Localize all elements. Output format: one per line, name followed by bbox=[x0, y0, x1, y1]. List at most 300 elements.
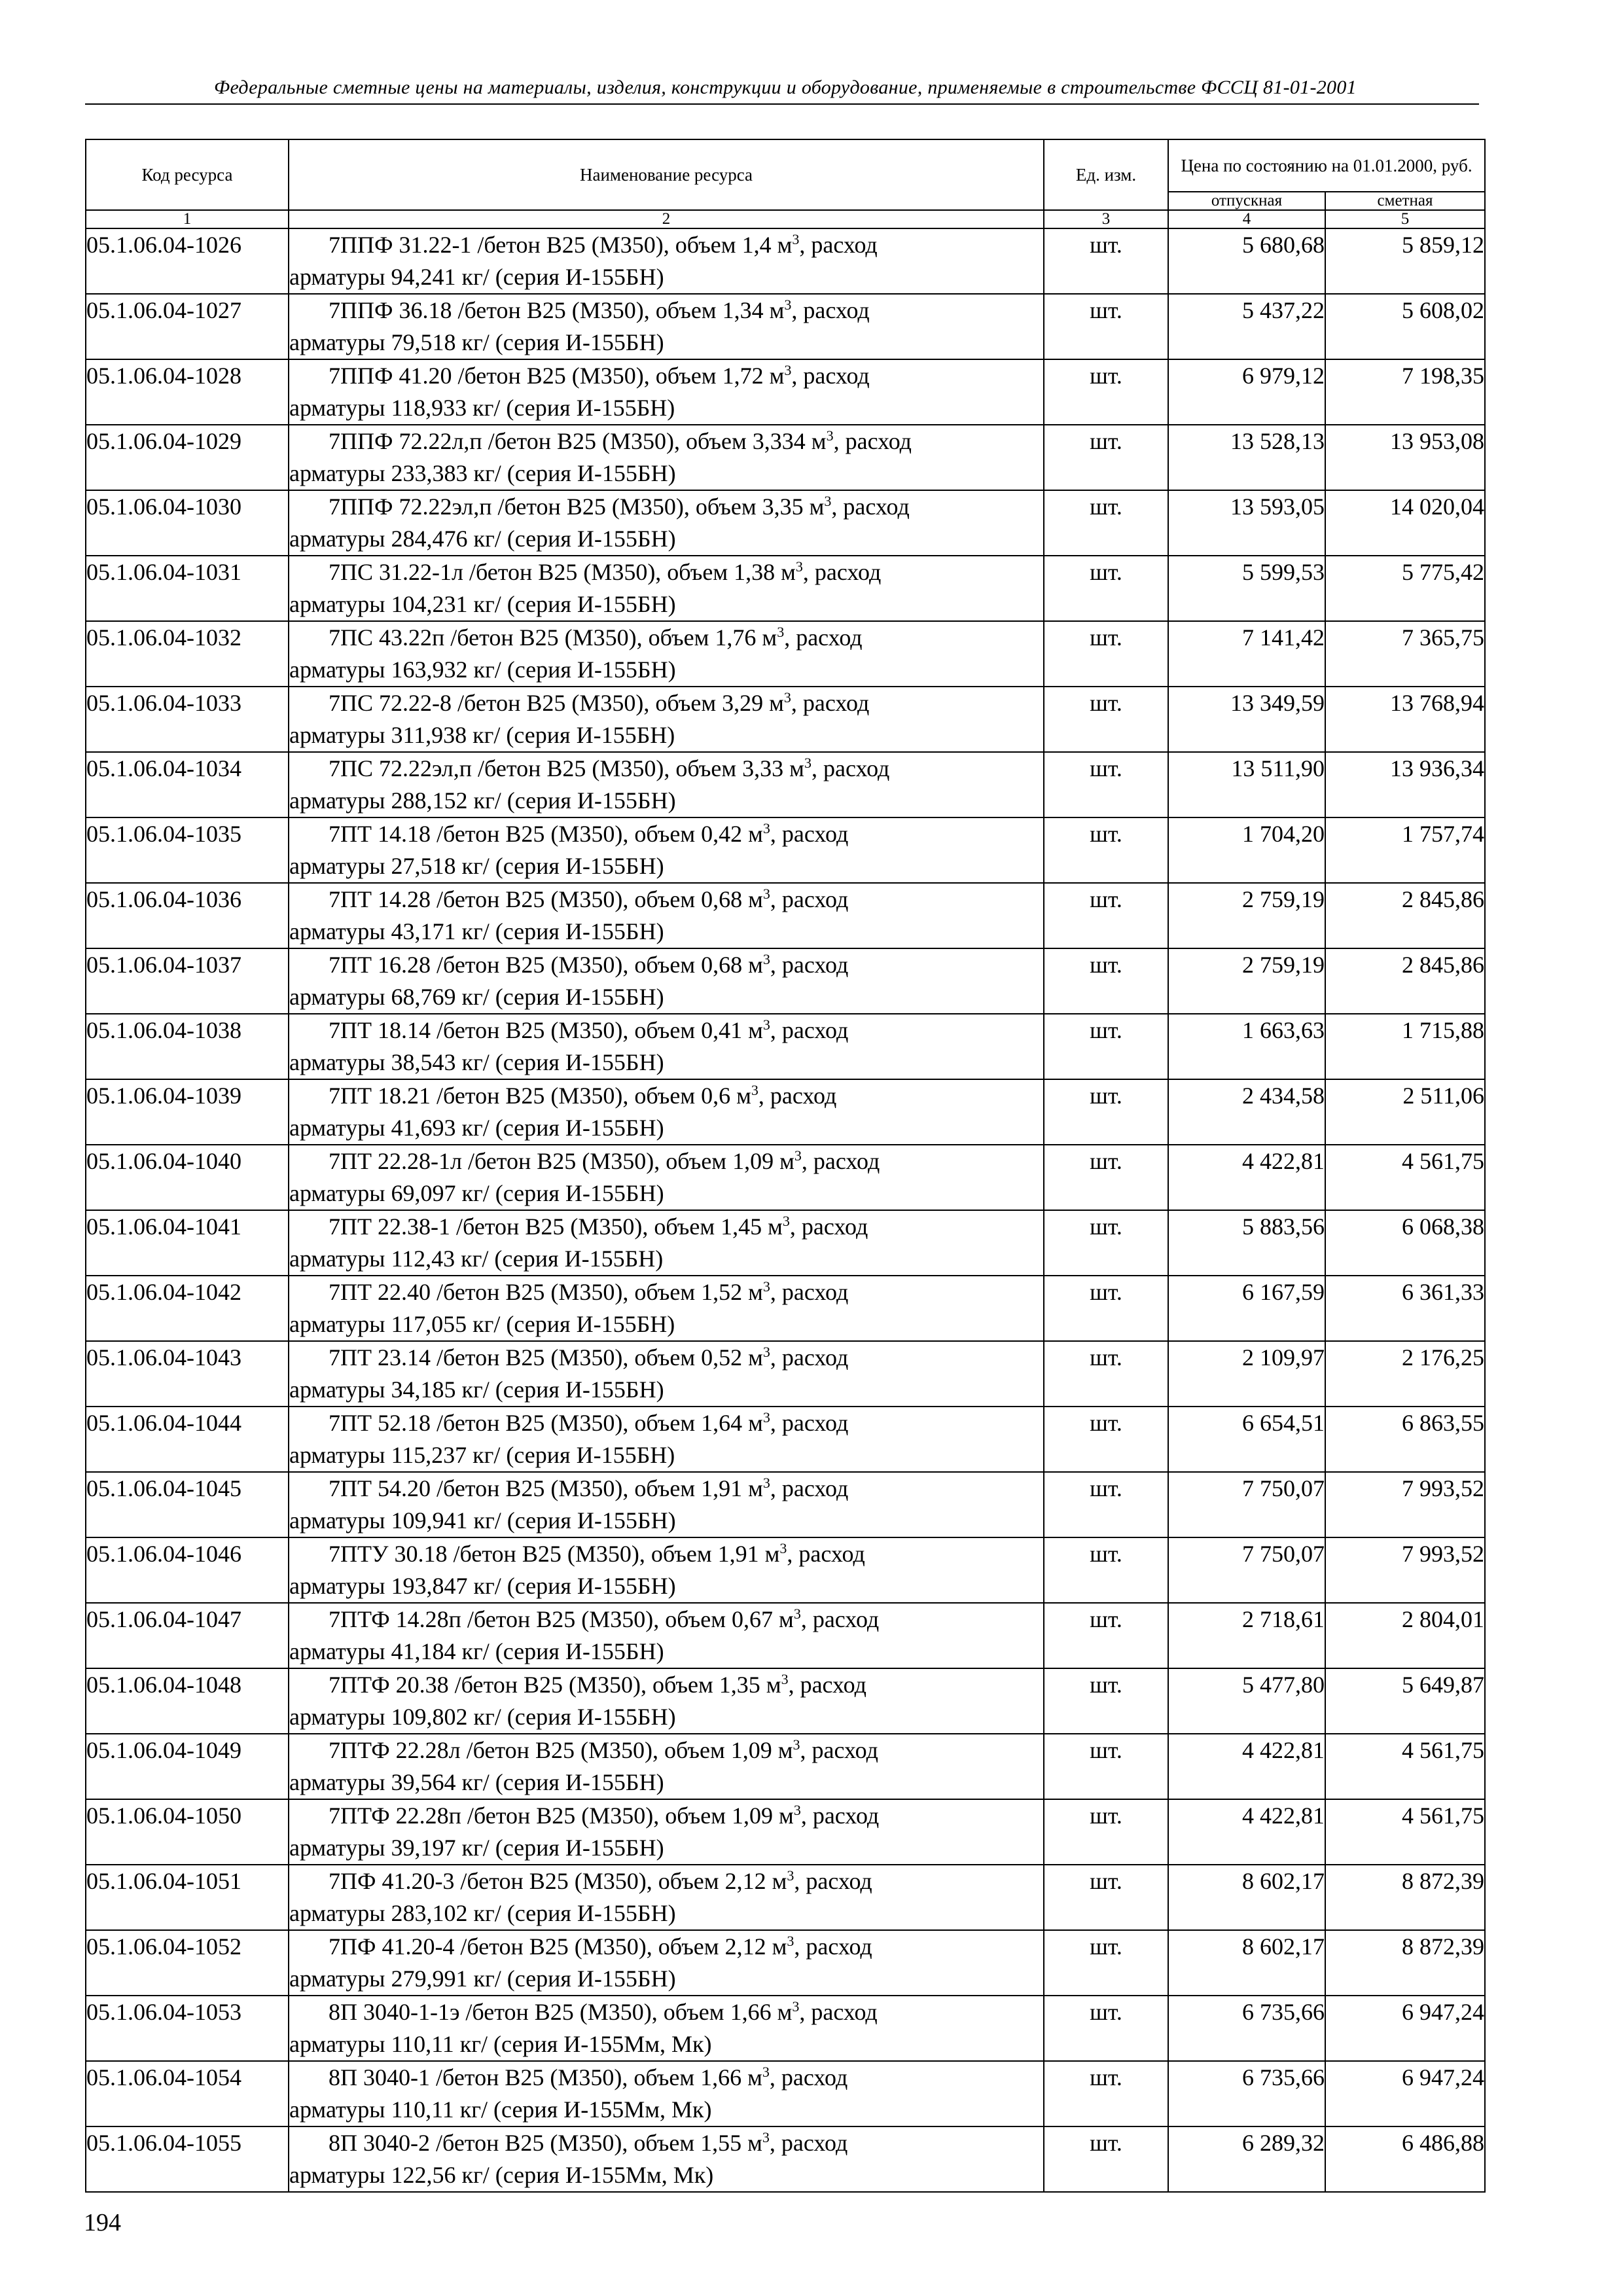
resource-name bbox=[289, 621, 1044, 687]
resource-code: 05.1.06.04-1038 bbox=[86, 1014, 289, 1079]
wholesale-price-cell: 6 289,32 bbox=[1168, 2126, 1325, 2192]
resource-name-line-2: арматуры 27,518 кг/ (серия И-155БН) bbox=[289, 853, 664, 879]
column-number: 1 bbox=[86, 210, 289, 228]
resource-name-text-end: , расход bbox=[784, 624, 863, 651]
wholesale-price-cell: 13 349,59 bbox=[1168, 687, 1325, 752]
resource-name-text: 7ПФ 41.20-3 /бетон B25 (М350), объем 2,12 м bbox=[329, 1868, 787, 1894]
resource-code: 05.1.06.04-1044 bbox=[86, 1407, 289, 1472]
resource-name-line-1 bbox=[289, 1473, 1043, 1505]
resource-name-line-2: арматуры 117,055 кг/ (серия И-155БН) bbox=[289, 1311, 675, 1337]
wholesale-price-cell: 8 602,17 bbox=[1168, 1930, 1325, 1996]
unit-cell: шт. bbox=[1044, 1865, 1168, 1930]
resource-name bbox=[289, 1865, 1044, 1930]
resource-name-text: 7ПТУ 30.18 /бетон B25 (М350), объем 1,91 м bbox=[329, 1541, 780, 1567]
resource-name-text-end: , расход bbox=[770, 1410, 849, 1436]
resource-name-text-end: , расход bbox=[802, 559, 882, 585]
resource-name-line-2: арматуры 34,185 кг/ (серия И-155БН) bbox=[289, 1376, 664, 1403]
unit-cell: шт. bbox=[1044, 294, 1168, 359]
resource-name-text: 7ПТФ 20.38 /бетон B25 (М350), объем 1,35 м bbox=[329, 1672, 781, 1698]
table-row bbox=[86, 1210, 1485, 1276]
wholesale-price-cell: 4 422,81 bbox=[1168, 1799, 1325, 1865]
unit-cell: шт. bbox=[1044, 1799, 1168, 1865]
resource-name-line-2: арматуры 38,543 кг/ (серия И-155БН) bbox=[289, 1049, 664, 1075]
estimate-price-cell: 7 198,35 bbox=[1325, 359, 1485, 425]
estimate-price-cell: 6 947,24 bbox=[1325, 2061, 1485, 2126]
resource-name-line-2: арматуры 122,56 кг/ (серия И-155Мм, Мк) bbox=[289, 2162, 714, 2188]
column-header-code: Код ресурса bbox=[86, 139, 289, 210]
resource-name-text: 7ППФ 72.22л,п /бетон B25 (М350), объем 3,334 м bbox=[329, 428, 827, 454]
estimate-price-cell: 5 649,87 bbox=[1325, 1668, 1485, 1734]
resource-name-text: 7ПС 31.22-1л /бетон B25 (М350), объем 1,38 м bbox=[329, 559, 796, 585]
resource-code: 05.1.06.04-1037 bbox=[86, 948, 289, 1014]
table-row bbox=[86, 294, 1485, 359]
resource-name bbox=[289, 883, 1044, 948]
resource-name-text: 7ПС 72.22эл,п /бетон B25 (М350), объем 3,33 м bbox=[329, 755, 804, 781]
unit-cell: шт. bbox=[1044, 883, 1168, 948]
table-header bbox=[86, 139, 1485, 228]
resource-name-line-1 bbox=[289, 1276, 1043, 1308]
table-row bbox=[86, 1407, 1485, 1472]
cubic-superscript: 3 bbox=[795, 558, 803, 575]
resource-name bbox=[289, 294, 1044, 359]
cubic-superscript: 3 bbox=[793, 1736, 800, 1753]
resource-code: 05.1.06.04-1029 bbox=[86, 425, 289, 490]
wholesale-price-cell: 5 599,53 bbox=[1168, 556, 1325, 621]
header-rule bbox=[85, 103, 1479, 105]
resource-name-line-1 bbox=[289, 2062, 1043, 2094]
wholesale-price-cell: 13 511,90 bbox=[1168, 752, 1325, 817]
resource-code: 05.1.06.04-1052 bbox=[86, 1930, 289, 1996]
resource-name-line-1 bbox=[289, 622, 1043, 654]
cubic-superscript: 3 bbox=[826, 427, 834, 444]
resource-name-line-1 bbox=[289, 1865, 1043, 1897]
resource-name-text: 7ППФ 72.22эл,п /бетон B25 (М350), объем 3,35 м bbox=[329, 493, 825, 520]
resource-name-line-2: арматуры 193,847 кг/ (серия И-155БН) bbox=[289, 1573, 676, 1599]
cubic-superscript: 3 bbox=[779, 1540, 787, 1556]
wholesale-price-cell: 2 759,19 bbox=[1168, 948, 1325, 1014]
resource-name-text: 7ПС 43.22п /бетон B25 (М350), объем 1,76 м bbox=[329, 624, 777, 651]
estimate-price-cell: 6 863,55 bbox=[1325, 1407, 1485, 1472]
resource-code: 05.1.06.04-1045 bbox=[86, 1472, 289, 1537]
resource-name-text: 7ПТ 18.14 /бетон B25 (М350), объем 0,41 м bbox=[329, 1017, 763, 1043]
resource-code: 05.1.06.04-1054 bbox=[86, 2061, 289, 2126]
resource-name-text: 8П 3040-1 /бетон B25 (М350), объем 1,66 м bbox=[329, 2064, 762, 2090]
estimate-price-cell: 4 561,75 bbox=[1325, 1145, 1485, 1210]
resource-name-line-2: арматуры 233,383 кг/ (серия И-155БН) bbox=[289, 460, 676, 486]
resource-name bbox=[289, 556, 1044, 621]
table-row bbox=[86, 1472, 1485, 1537]
estimate-price-cell: 1 757,74 bbox=[1325, 817, 1485, 883]
unit-cell: шт. bbox=[1044, 817, 1168, 883]
wholesale-price-cell: 5 883,56 bbox=[1168, 1210, 1325, 1276]
resource-name-line-1 bbox=[289, 360, 1043, 392]
wholesale-price-cell: 2 434,58 bbox=[1168, 1079, 1325, 1145]
table-row bbox=[86, 1079, 1485, 1145]
table-row bbox=[86, 425, 1485, 490]
resource-name-line-2: арматуры 79,518 кг/ (серия И-155БН) bbox=[289, 329, 664, 355]
resource-name-line-1 bbox=[289, 229, 1043, 261]
resource-name-line-2: арматуры 288,152 кг/ (серия И-155БН) bbox=[289, 787, 676, 814]
wholesale-price-cell: 6 735,66 bbox=[1168, 2061, 1325, 2126]
wholesale-price-cell: 2 759,19 bbox=[1168, 883, 1325, 948]
unit-cell: шт. bbox=[1044, 1537, 1168, 1603]
resource-name-text: 7ПТ 54.20 /бетон B25 (М350), объем 1,91 м bbox=[329, 1475, 763, 1501]
column-number: 5 bbox=[1325, 210, 1485, 228]
unit-cell: шт. bbox=[1044, 490, 1168, 556]
resource-code: 05.1.06.04-1047 bbox=[86, 1603, 289, 1668]
resource-name-line-1 bbox=[289, 1604, 1043, 1636]
estimate-price-cell: 5 859,12 bbox=[1325, 228, 1485, 294]
unit-cell: шт. bbox=[1044, 228, 1168, 294]
resource-name-text-end: , расход bbox=[799, 1999, 878, 2025]
cubic-superscript: 3 bbox=[793, 1802, 801, 1818]
resource-name-line-1 bbox=[289, 884, 1043, 916]
unit-cell: шт. bbox=[1044, 1341, 1168, 1407]
unit-cell: шт. bbox=[1044, 948, 1168, 1014]
resource-name-text-end: , расход bbox=[787, 1541, 865, 1567]
resource-name-text-end: , расход bbox=[788, 1672, 866, 1698]
resource-name bbox=[289, 752, 1044, 817]
resource-name-line-1 bbox=[289, 1407, 1043, 1439]
cubic-superscript: 3 bbox=[762, 2064, 770, 2080]
unit-cell: шт. bbox=[1044, 621, 1168, 687]
resource-name-line-1 bbox=[289, 491, 1043, 523]
table-row bbox=[86, 1276, 1485, 1341]
table-row bbox=[86, 1930, 1485, 1996]
resource-name-text-end: , расход bbox=[794, 1933, 872, 1960]
cubic-superscript: 3 bbox=[783, 689, 791, 706]
resource-name-line-1 bbox=[289, 949, 1043, 981]
resource-name bbox=[289, 359, 1044, 425]
resource-name-line-2: арматуры 104,231 кг/ (серия И-155БН) bbox=[289, 591, 676, 617]
cubic-superscript: 3 bbox=[824, 493, 832, 509]
unit-cell: шт. bbox=[1044, 1210, 1168, 1276]
resource-code: 05.1.06.04-1042 bbox=[86, 1276, 289, 1341]
resource-name-line-1 bbox=[289, 1080, 1043, 1112]
resource-name-text: 7ПТ 23.14 /бетон B25 (М350), объем 0,52 м bbox=[329, 1344, 763, 1371]
unit-cell: шт. bbox=[1044, 2061, 1168, 2126]
resource-name-line-2: арматуры 94,241 кг/ (серия И-155БН) bbox=[289, 264, 664, 290]
resource-name-line-1 bbox=[289, 1342, 1043, 1374]
cubic-superscript: 3 bbox=[781, 1671, 789, 1687]
resource-code: 05.1.06.04-1046 bbox=[86, 1537, 289, 1603]
resource-name bbox=[289, 1210, 1044, 1276]
column-header-name: Наименование ресурса bbox=[289, 139, 1044, 210]
cubic-superscript: 3 bbox=[787, 1867, 794, 1884]
resource-name-line-2: арматуры 110,11 кг/ (серия И-155Мм, Мк) bbox=[289, 2031, 712, 2057]
resource-code: 05.1.06.04-1049 bbox=[86, 1734, 289, 1799]
resource-name-line-1 bbox=[289, 556, 1043, 588]
cubic-superscript: 3 bbox=[792, 1998, 800, 2015]
estimate-price-cell: 7 365,75 bbox=[1325, 621, 1485, 687]
resource-name bbox=[289, 948, 1044, 1014]
resource-code: 05.1.06.04-1050 bbox=[86, 1799, 289, 1865]
resource-code: 05.1.06.04-1031 bbox=[86, 556, 289, 621]
cubic-superscript: 3 bbox=[762, 1278, 770, 1295]
wholesale-price-cell: 4 422,81 bbox=[1168, 1145, 1325, 1210]
resource-name-line-1 bbox=[289, 1734, 1043, 1767]
estimate-price-cell: 2 845,86 bbox=[1325, 883, 1485, 948]
unit-cell: шт. bbox=[1044, 1930, 1168, 1996]
resource-name-line-1 bbox=[289, 1014, 1043, 1047]
resource-name bbox=[289, 1276, 1044, 1341]
estimate-price-cell: 13 953,08 bbox=[1325, 425, 1485, 490]
unit-cell: шт. bbox=[1044, 752, 1168, 817]
resource-code: 05.1.06.04-1055 bbox=[86, 2126, 289, 2192]
resource-name-text: 7ПТ 22.40 /бетон B25 (М350), объем 1,52 м bbox=[329, 1279, 763, 1305]
column-number: 4 bbox=[1168, 210, 1325, 228]
resource-name-line-1 bbox=[289, 1145, 1043, 1177]
table-row bbox=[86, 817, 1485, 883]
table-row bbox=[86, 948, 1485, 1014]
resource-name-line-2: арматуры 109,802 кг/ (серия И-155БН) bbox=[289, 1704, 676, 1730]
resource-name-text-end: , расход bbox=[770, 886, 849, 912]
cubic-superscript: 3 bbox=[762, 2129, 770, 2145]
wholesale-price-cell: 6 735,66 bbox=[1168, 1996, 1325, 2061]
resource-name-text-end: , расход bbox=[769, 2064, 848, 2090]
unit-cell: шт. bbox=[1044, 1276, 1168, 1341]
wholesale-price-cell: 8 602,17 bbox=[1168, 1865, 1325, 1930]
page-header-title: Федеральные сметные цены на материалы, изделия, конструкции и оборудование, применяемые в строительстве ФССЦ 81-01-2001 bbox=[214, 77, 1357, 98]
unit-cell: шт. bbox=[1044, 1472, 1168, 1537]
resource-code: 05.1.06.04-1035 bbox=[86, 817, 289, 883]
resource-name-line-2: арматуры 43,171 кг/ (серия И-155БН) bbox=[289, 918, 664, 944]
resource-name-line-2: арматуры 284,476 кг/ (серия И-155БН) bbox=[289, 526, 676, 552]
wholesale-price-cell: 1 663,63 bbox=[1168, 1014, 1325, 1079]
resource-name bbox=[289, 1079, 1044, 1145]
cubic-superscript: 3 bbox=[762, 1475, 770, 1491]
resource-name-text: 7ПТ 16.28 /бетон B25 (М350), объем 0,68 м bbox=[329, 952, 763, 978]
wholesale-price-cell: 4 422,81 bbox=[1168, 1734, 1325, 1799]
unit-cell: шт. bbox=[1044, 1734, 1168, 1799]
resource-name-text: 7ПТ 18.21 /бетон B25 (М350), объем 0,6 м bbox=[329, 1083, 751, 1109]
resource-name-line-1 bbox=[289, 2127, 1043, 2159]
unit-cell: шт. bbox=[1044, 2126, 1168, 2192]
wholesale-price-cell: 5 477,80 bbox=[1168, 1668, 1325, 1734]
resource-name-line-1 bbox=[289, 818, 1043, 850]
resource-name-line-2: арматуры 118,933 кг/ (серия И-155БН) bbox=[289, 395, 675, 421]
wholesale-price-cell: 6 167,59 bbox=[1168, 1276, 1325, 1341]
resource-name-line-1 bbox=[289, 1211, 1043, 1243]
resource-name-text: 7ПТ 22.28-1л /бетон B25 (М350), объем 1,09 м bbox=[329, 1148, 794, 1174]
resource-name-text-end: , расход bbox=[833, 428, 912, 454]
wholesale-price-cell: 7 141,42 bbox=[1168, 621, 1325, 687]
resource-name-text-end: , расход bbox=[800, 1737, 878, 1763]
table-row bbox=[86, 752, 1485, 817]
cubic-superscript: 3 bbox=[782, 1213, 790, 1229]
resource-name bbox=[289, 1799, 1044, 1865]
estimate-price-cell: 4 561,75 bbox=[1325, 1734, 1485, 1799]
resource-code: 05.1.06.04-1036 bbox=[86, 883, 289, 948]
estimate-price-cell: 13 768,94 bbox=[1325, 687, 1485, 752]
resource-name bbox=[289, 1145, 1044, 1210]
resource-name bbox=[289, 228, 1044, 294]
resource-name-text-end: , расход bbox=[770, 1344, 849, 1371]
wholesale-price-cell: 6 979,12 bbox=[1168, 359, 1325, 425]
resource-name-text: 7ПФ 41.20-4 /бетон B25 (М350), объем 2,12 м bbox=[329, 1933, 787, 1960]
resource-name-line-1 bbox=[289, 295, 1043, 327]
resource-name-text: 7ПТФ 22.28п /бетон B25 (М350), объем 1,09 м bbox=[329, 1803, 794, 1829]
table-row bbox=[86, 2126, 1485, 2192]
table-row bbox=[86, 1603, 1485, 1668]
table-row bbox=[86, 621, 1485, 687]
resource-name-line-2: арматуры 163,932 кг/ (серия И-155БН) bbox=[289, 656, 676, 683]
estimate-price-cell: 8 872,39 bbox=[1325, 1865, 1485, 1930]
cubic-superscript: 3 bbox=[793, 1605, 801, 1622]
resource-name-line-2: арматуры 39,197 кг/ (серия И-155БН) bbox=[289, 1835, 664, 1861]
estimate-price-cell: 6 068,38 bbox=[1325, 1210, 1485, 1276]
unit-cell: шт. bbox=[1044, 1079, 1168, 1145]
estimate-price-cell: 8 872,39 bbox=[1325, 1930, 1485, 1996]
table-row bbox=[86, 1734, 1485, 1799]
resource-name bbox=[289, 425, 1044, 490]
unit-cell: шт. bbox=[1044, 687, 1168, 752]
unit-cell: шт. bbox=[1044, 1014, 1168, 1079]
resource-code: 05.1.06.04-1028 bbox=[86, 359, 289, 425]
unit-cell: шт. bbox=[1044, 1145, 1168, 1210]
table-row bbox=[86, 1014, 1485, 1079]
resource-name-text-end: , расход bbox=[811, 755, 890, 781]
estimate-price-cell: 1 715,88 bbox=[1325, 1014, 1485, 1079]
resource-name-text-end: , расход bbox=[770, 952, 849, 978]
resource-code: 05.1.06.04-1030 bbox=[86, 490, 289, 556]
estimate-price-cell: 7 993,52 bbox=[1325, 1537, 1485, 1603]
resource-name-text-end: , расход bbox=[801, 1148, 880, 1174]
unit-cell: шт. bbox=[1044, 1668, 1168, 1734]
cubic-superscript: 3 bbox=[762, 886, 770, 902]
column-header-price: Цена по состоянию на 01.01.2000, руб. bbox=[1168, 139, 1485, 192]
resource-name bbox=[289, 817, 1044, 883]
resource-name-line-2: арматуры 41,693 кг/ (серия И-155БН) bbox=[289, 1115, 664, 1141]
unit-cell: шт. bbox=[1044, 1603, 1168, 1668]
cubic-superscript: 3 bbox=[784, 296, 792, 313]
resource-code: 05.1.06.04-1027 bbox=[86, 294, 289, 359]
wholesale-price-cell: 7 750,07 bbox=[1168, 1472, 1325, 1537]
column-header-estimate: сметная bbox=[1325, 192, 1485, 210]
resource-name bbox=[289, 2126, 1044, 2192]
wholesale-price-cell: 13 593,05 bbox=[1168, 490, 1325, 556]
resource-name-text: 7ПС 72.22-8 /бетон B25 (М350), объем 3,29 м bbox=[329, 690, 784, 716]
resource-code: 05.1.06.04-1040 bbox=[86, 1145, 289, 1210]
cubic-superscript: 3 bbox=[777, 624, 785, 640]
table-body bbox=[86, 228, 1485, 2192]
table-row bbox=[86, 228, 1485, 294]
wholesale-price-cell: 1 704,20 bbox=[1168, 817, 1325, 883]
resource-name bbox=[289, 1537, 1044, 1603]
estimate-price-cell: 7 993,52 bbox=[1325, 1472, 1485, 1537]
price-table bbox=[85, 139, 1486, 2193]
estimate-price-cell: 5 775,42 bbox=[1325, 556, 1485, 621]
wholesale-price-cell: 6 654,51 bbox=[1168, 1407, 1325, 1472]
cubic-superscript: 3 bbox=[792, 231, 800, 247]
resource-name-line-2: арматуры 39,564 кг/ (серия И-155БН) bbox=[289, 1769, 664, 1795]
resource-name-text-end: , расход bbox=[794, 1868, 872, 1894]
resource-name bbox=[289, 1341, 1044, 1407]
unit-cell: шт. bbox=[1044, 1407, 1168, 1472]
resource-name-line-1 bbox=[289, 753, 1043, 785]
resource-name bbox=[289, 1734, 1044, 1799]
cubic-superscript: 3 bbox=[787, 1933, 794, 1949]
estimate-price-cell: 4 561,75 bbox=[1325, 1799, 1485, 1865]
resource-name-line-1 bbox=[289, 1800, 1043, 1832]
wholesale-price-cell: 2 109,97 bbox=[1168, 1341, 1325, 1407]
unit-cell: шт. bbox=[1044, 1996, 1168, 2061]
resource-name-text: 7ППФ 41.20 /бетон B25 (М350), объем 1,72 м bbox=[329, 363, 785, 389]
resource-name-text-end: , расход bbox=[770, 1017, 849, 1043]
estimate-price-cell: 6 947,24 bbox=[1325, 1996, 1485, 2061]
resource-name-line-1 bbox=[289, 1996, 1043, 2028]
resource-name bbox=[289, 1996, 1044, 2061]
resource-name bbox=[289, 1668, 1044, 1734]
estimate-price-cell: 6 486,88 bbox=[1325, 2126, 1485, 2192]
resource-name-text: 7ПТФ 22.28л /бетон B25 (М350), объем 1,09 м bbox=[329, 1737, 793, 1763]
resource-name-text-end: , расход bbox=[791, 363, 870, 389]
cubic-superscript: 3 bbox=[804, 755, 812, 771]
table-row bbox=[86, 1537, 1485, 1603]
table-row bbox=[86, 2061, 1485, 2126]
cubic-superscript: 3 bbox=[751, 1082, 758, 1098]
resource-name-text: 7ПТ 52.18 /бетон B25 (М350), объем 1,64 м bbox=[329, 1410, 763, 1436]
resource-name-text-end: , расход bbox=[789, 1213, 868, 1240]
cubic-superscript: 3 bbox=[784, 362, 792, 378]
table-row bbox=[86, 490, 1485, 556]
resource-name-text-end: , расход bbox=[791, 297, 870, 323]
resource-code: 05.1.06.04-1032 bbox=[86, 621, 289, 687]
resource-name-line-2: арматуры 109,941 кг/ (серия И-155БН) bbox=[289, 1507, 676, 1534]
resource-name-text-end: , расход bbox=[770, 821, 849, 847]
resource-name-line-2: арматуры 110,11 кг/ (серия И-155Мм, Мк) bbox=[289, 2096, 712, 2123]
resource-name-line-1 bbox=[289, 1538, 1043, 1570]
resource-name-text-end: , расход bbox=[758, 1083, 837, 1109]
resource-name-text-end: , расход bbox=[770, 1279, 849, 1305]
resource-name bbox=[289, 2061, 1044, 2126]
resource-name-text-end: , расход bbox=[831, 493, 910, 520]
table-row bbox=[86, 1799, 1485, 1865]
resource-name-line-2: арматуры 41,184 кг/ (серия И-155БН) bbox=[289, 1638, 664, 1664]
wholesale-price-cell: 13 528,13 bbox=[1168, 425, 1325, 490]
cubic-superscript: 3 bbox=[762, 820, 770, 836]
unit-cell: шт. bbox=[1044, 425, 1168, 490]
wholesale-price-cell: 5 437,22 bbox=[1168, 294, 1325, 359]
resource-name-text: 8П 3040-1-1э /бетон B25 (М350), объем 1,66 м bbox=[329, 1999, 793, 2025]
estimate-price-cell: 5 608,02 bbox=[1325, 294, 1485, 359]
wholesale-price-cell: 2 718,61 bbox=[1168, 1603, 1325, 1668]
resource-code: 05.1.06.04-1048 bbox=[86, 1668, 289, 1734]
resource-name-text-end: , расход bbox=[799, 232, 878, 258]
table-row bbox=[86, 1341, 1485, 1407]
wholesale-price-cell: 7 750,07 bbox=[1168, 1537, 1325, 1603]
resource-code: 05.1.06.04-1026 bbox=[86, 228, 289, 294]
column-header-wholesale: отпускная bbox=[1168, 192, 1325, 210]
table-row bbox=[86, 883, 1485, 948]
table-row bbox=[86, 687, 1485, 752]
table-row bbox=[86, 1668, 1485, 1734]
resource-name-line-2: арматуры 115,237 кг/ (серия И-155БН) bbox=[289, 1442, 675, 1468]
resource-name bbox=[289, 490, 1044, 556]
cubic-superscript: 3 bbox=[762, 1409, 770, 1426]
resource-name-text-end: , расход bbox=[770, 1475, 849, 1501]
resource-name-line-1 bbox=[289, 425, 1043, 457]
resource-code: 05.1.06.04-1033 bbox=[86, 687, 289, 752]
column-number: 3 bbox=[1044, 210, 1168, 228]
table-row bbox=[86, 556, 1485, 621]
resource-name-text: 7ПТ 14.18 /бетон B25 (М350), объем 0,42 м bbox=[329, 821, 763, 847]
resource-name-line-1 bbox=[289, 687, 1043, 719]
resource-name-text: 8П 3040-2 /бетон B25 (М350), объем 1,55 м bbox=[329, 2130, 762, 2156]
resource-code: 05.1.06.04-1034 bbox=[86, 752, 289, 817]
resource-code: 05.1.06.04-1043 bbox=[86, 1341, 289, 1407]
estimate-price-cell: 2 176,25 bbox=[1325, 1341, 1485, 1407]
